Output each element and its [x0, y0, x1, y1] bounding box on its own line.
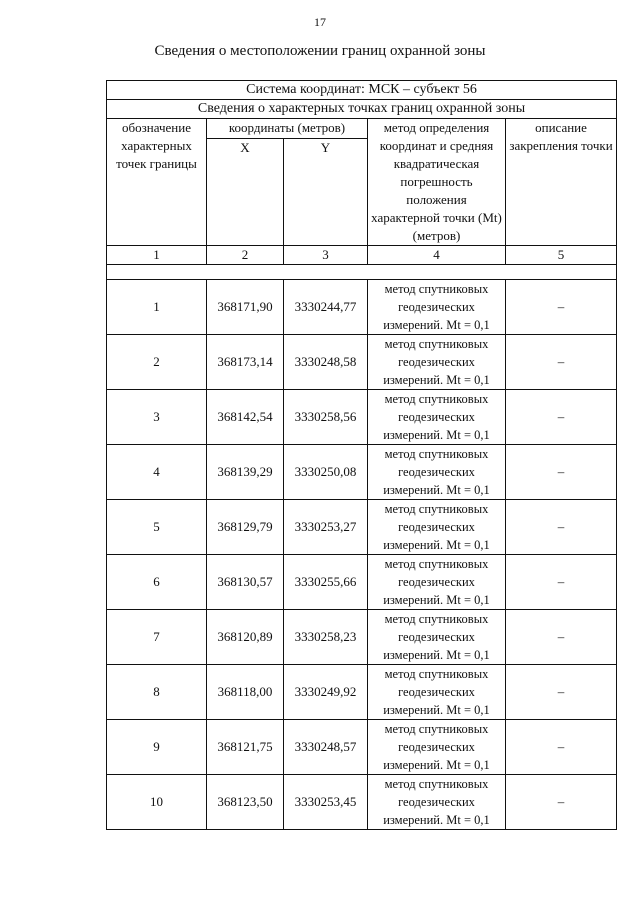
y-coordinate-cell: 3330248,57 — [284, 720, 368, 775]
header-y: Y — [284, 138, 368, 245]
header-x: X — [207, 138, 284, 245]
method-cell: метод спутниковых геодезических измерений. Mt = 0,1 — [368, 335, 506, 390]
table-subtitle-cell: Сведения о характерных точках границ охранной зоны — [107, 100, 617, 119]
table-row — [107, 500, 617, 555]
point-id-cell: 5 — [107, 500, 207, 555]
coordinate-system-row — [107, 81, 617, 100]
y-coordinate-cell: 3330253,27 — [284, 500, 368, 555]
x-coordinate-cell: 368173,14 — [207, 335, 284, 390]
table-row — [107, 775, 617, 830]
fixing-description-cell: – — [506, 445, 617, 500]
x-coordinate-cell: 368118,00 — [207, 665, 284, 720]
boundary-points-table — [106, 80, 617, 830]
fixing-description-cell: – — [506, 390, 617, 445]
fixing-description-cell: – — [506, 610, 617, 665]
fixing-description-cell: – — [506, 500, 617, 555]
column-number: 3 — [284, 246, 368, 265]
table-row — [107, 390, 617, 445]
header-coordinates: координаты (метров) — [207, 119, 368, 139]
point-id-cell: 10 — [107, 775, 207, 830]
table-row — [107, 335, 617, 390]
y-coordinate-cell: 3330258,56 — [284, 390, 368, 445]
table-row — [107, 555, 617, 610]
x-coordinate-cell: 368123,50 — [207, 775, 284, 830]
y-coordinate-cell: 3330258,23 — [284, 610, 368, 665]
fixing-description-cell: – — [506, 720, 617, 775]
y-coordinate-cell: 3330249,92 — [284, 665, 368, 720]
header-point-designation: обозначение характерных точек границы — [107, 119, 207, 246]
column-number: 5 — [506, 246, 617, 265]
column-number: 2 — [207, 246, 284, 265]
fixing-description-cell: – — [506, 555, 617, 610]
point-id-cell: 1 — [107, 280, 207, 335]
y-coordinate-cell: 3330250,08 — [284, 445, 368, 500]
y-coordinate-cell: 3330255,66 — [284, 555, 368, 610]
table-row — [107, 610, 617, 665]
point-id-cell: 3 — [107, 390, 207, 445]
table-row — [107, 720, 617, 775]
method-cell: метод спутниковых геодезических измерений. Mt = 0,1 — [368, 555, 506, 610]
method-cell: метод спутниковых геодезических измерений. Mt = 0,1 — [368, 280, 506, 335]
method-cell: метод спутниковых геодезических измерений. Mt = 0,1 — [368, 720, 506, 775]
page-number: 17 — [314, 15, 326, 29]
point-id-cell: 6 — [107, 555, 207, 610]
header-row-top — [107, 119, 617, 139]
method-cell: метод спутниковых геодезических измерений. Mt = 0,1 — [368, 500, 506, 555]
table-subtitle-row — [107, 100, 617, 119]
column-number: 4 — [368, 246, 506, 265]
fixing-description-cell: – — [506, 665, 617, 720]
point-id-cell: 4 — [107, 445, 207, 500]
point-id-cell: 8 — [107, 665, 207, 720]
header-method: метод определения координат и средняя квадратическая погрешность положения характерной точки (Mt) (метров) — [368, 119, 506, 246]
x-coordinate-cell: 368139,29 — [207, 445, 284, 500]
method-cell: метод спутниковых геодезических измерений. Mt = 0,1 — [368, 610, 506, 665]
spacer-row — [107, 265, 617, 280]
x-coordinate-cell: 368130,57 — [207, 555, 284, 610]
y-coordinate-cell: 3330248,58 — [284, 335, 368, 390]
y-coordinate-cell: 3330253,45 — [284, 775, 368, 830]
method-cell: метод спутниковых геодезических измерений. Mt = 0,1 — [368, 390, 506, 445]
x-coordinate-cell: 368129,79 — [207, 500, 284, 555]
document-title: Сведения о местоположении границ охранной зоны — [154, 43, 486, 59]
table-row — [107, 280, 617, 335]
point-id-cell: 2 — [107, 335, 207, 390]
x-coordinate-cell: 368121,75 — [207, 720, 284, 775]
fixing-description-cell: – — [506, 335, 617, 390]
table-row — [107, 665, 617, 720]
x-coordinate-cell: 368171,90 — [207, 280, 284, 335]
y-coordinate-cell: 3330244,77 — [284, 280, 368, 335]
x-coordinate-cell: 368142,54 — [207, 390, 284, 445]
column-number: 1 — [107, 246, 207, 265]
method-cell: метод спутниковых геодезических измерений. Mt = 0,1 — [368, 665, 506, 720]
method-cell: метод спутниковых геодезических измерений. Mt = 0,1 — [368, 445, 506, 500]
point-id-cell: 7 — [107, 610, 207, 665]
x-coordinate-cell: 368120,89 — [207, 610, 284, 665]
fixing-description-cell: – — [506, 280, 617, 335]
method-cell: метод спутниковых геодезических измерений. Mt = 0,1 — [368, 775, 506, 830]
fixing-description-cell: – — [506, 775, 617, 830]
coordinate-system-cell: Система координат: МСК – субъект 56 — [107, 81, 617, 100]
column-number-row — [107, 246, 617, 265]
spacer-cell — [107, 265, 617, 280]
header-description: описание закрепления точки — [506, 119, 617, 246]
table-row — [107, 445, 617, 500]
point-id-cell: 9 — [107, 720, 207, 775]
